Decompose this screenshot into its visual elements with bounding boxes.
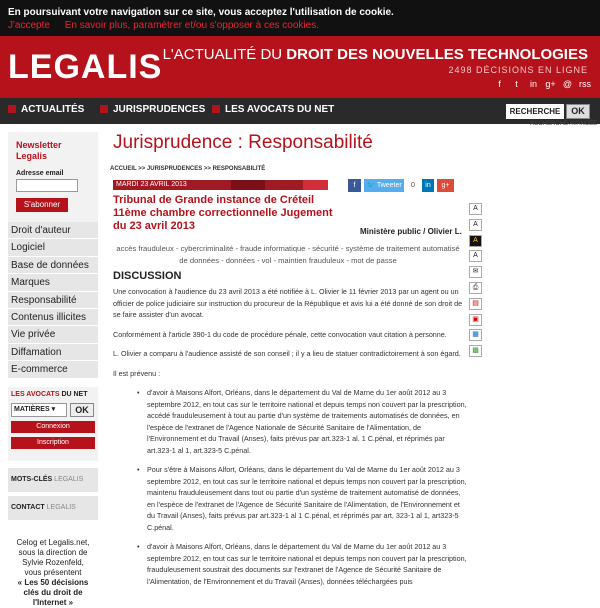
facebook-share-icon[interactable]: f [348,179,361,192]
newsletter-title: Newsletter Legalis [16,140,62,161]
section-heading: DISCUSSION [113,270,182,282]
cookie-banner [0,0,600,36]
print-icon[interactable]: ⎙ [469,282,482,294]
nav-bullet-icon [100,105,108,113]
avocats-box [8,387,98,461]
nav-avocats[interactable]: LES AVOCATS DU NET [212,104,334,115]
decision-count: 2498 DÉCISIONS EN LIGNE [448,65,588,75]
cookie-message: En poursuivant votre navigation sur ce site, vous acceptez l'utilisation de cookie. [8,7,394,18]
linkedin-share-icon[interactable]: in [422,179,434,192]
font-decrease-icon[interactable]: A [469,219,482,231]
tweet-button[interactable]: 🐦 Tweeter [364,179,404,192]
social-links [494,79,590,90]
email-icon[interactable]: ✉ [469,266,482,278]
comment-icon[interactable]: ▩ [469,345,482,357]
advanced-search-link[interactable]: RECHERCHE AVANCÉE [530,121,598,127]
email-label: Adresse email [16,170,64,177]
article-tools [469,203,483,361]
count-bubble: 0 [411,182,415,189]
search-ok-button[interactable]: OK [566,104,590,119]
share-icon[interactable]: ▦ [469,329,482,341]
email-field[interactable] [16,179,78,192]
paragraph: Il est prévenu : [113,368,161,378]
article-keywords: accès frauduleux - cybercriminalité - fraude informatique - sécurité - système de traitement automatisé de données - données - vol - maintien frauduleux - mot de passe [116,244,460,265]
category-item[interactable]: Marques [8,274,98,291]
contact-link[interactable]: CONTACT LEGALIS [8,496,98,520]
font-reset-icon[interactable]: A [469,250,482,262]
rss-icon[interactable]: rss [579,79,591,89]
cookie-more-link[interactable]: En savoir plus, paramétrer et/ou s'opposer à ces cookies. [64,20,319,31]
category-item[interactable]: Responsabilité [8,292,98,309]
matieres-ok-button[interactable]: OK [70,403,94,417]
nav-bullet-icon [8,105,16,113]
list-item: • d'avoir à Maisons Alfort, Orléans, dans le département du Val de Marne du 1er août 2012 au 3 septembre 2012, en tout cas sur le territoire national et depuis temps non couvert par la prescription, frauduleusement soustrait des documents sur l'extranet de l'Agence de Sécurité Sanitaire de l'Alimentation, de l'Environnement et du Travail (Anses), données téléchargées puis [137,541,468,587]
cookie-accept-link[interactable]: J'accepte [8,20,50,31]
site-header [0,36,600,98]
article-parties: Ministère public / Olivier L. [360,227,462,236]
email-icon[interactable]: @ [562,79,573,89]
page-title: Jurisprudence : Responsabilité [113,132,373,153]
google-plus-icon[interactable]: g+ [545,79,556,89]
category-item[interactable]: E-commerce [8,361,98,378]
article-title: Tribunal de Grande instance de Créteil 11ème chambre correctionnelle Jugement du 23 avril 2013 [113,194,333,232]
twitter-icon[interactable]: t [515,79,518,89]
breadcrumb[interactable]: ACCUEIL >> JURISPRUDENCES >> RESPONSABILITÉ [110,166,266,172]
paragraph: Conformément à l'article 390-1 du code de procédure pénale, cette convocation vaut citation à personne. [113,329,447,339]
newsletter-box [8,132,98,222]
linkedin-icon[interactable]: in [529,79,537,89]
nav-bullet-icon [212,105,220,113]
bookmark-icon[interactable]: ▣ [469,314,482,326]
subscribe-button[interactable]: S'abonner [16,198,68,212]
category-item[interactable]: Contenus illicites [8,309,98,326]
article-date: MARDI 23 AVRIL 2013 [116,181,187,188]
search-input[interactable]: RECHERCHE [506,104,564,119]
connexion-button[interactable]: Connexion [11,421,95,433]
mots-cles-link[interactable]: MOTS-CLÉS LEGALIS [8,468,98,492]
nav-jurisprudences[interactable]: JURISPRUDENCES [100,104,205,115]
list-item: • d'avoir à Maisons Alfort, Orléans, dans le département du Val de Marne du 1er août 2012 au 3 septembre 2012, en tout cas sur le territoire national et depuis temps non couvert par la prescription, accédé frauduleusement à tout au partie d'un système de traitements automatisés de données, en l'espèce de l'extranet de l'Agence Nationale de Sécurité Sanitaire de l'Alimentation, de l'Environnement et du Travail (Anses), faits prévus par art.323-1 al. 1 C.pénal, et réprimés par art.323-1 al 1, art.323-5 C.pénal. [137,387,468,456]
facebook-icon[interactable]: f [498,79,501,89]
category-list [8,222,98,379]
inscription-button[interactable]: Inscription [11,437,95,449]
site-logo[interactable]: LEGALIS [8,48,163,86]
font-increase-icon[interactable]: A [469,203,482,215]
paragraph: Une convocation à l'audience du 23 avril 2013 a été notifiée à L. Olivier le 11 février 2013 par un agent ou un officier de police judiciaire sur instruction du procureur de la République et avis lui a été donné de son droit de se faire assister d'un avocat. [113,287,463,319]
category-item[interactable]: Base de données [8,257,98,274]
date-bar [113,180,328,190]
promo-text: Celog et Legalis.net, sous la direction de Sylvie Rozenfeld, vous présentent « Les 50 décisions clés du droit de l'Internet » [16,538,90,607]
category-item[interactable]: Droit d'auteur [8,222,98,239]
matieres-select[interactable]: MATIÈRES ▾ [11,403,67,417]
category-item[interactable]: Vie privée [8,326,98,343]
site-tagline: L'ACTUALITÉ DU DROIT DES NOUVELLES TECHNOLOGIES [162,46,588,63]
paragraph: L. Olivier a comparu à l'audience assisté de son conseil ; il y a lieu de statuer contradictoirement à son égard. [113,349,461,358]
article-body [113,286,468,595]
category-item[interactable]: Logiciel [8,239,98,256]
list-item: • Pour s'être à Maisons Alfort, Orléans, dans le département du Val de Marne du 1er août 2012 au 3 septembre 2012, en tout cas sur le territoire national et depuis temps non couvert par la prescription, maintenu frauduleusement dans tout ou partie d'un système de traitement automatisé de données, en l'espèce de l'extranet de l'Agence de Sécurité Sanitaire de l'Alimentation, de l'Environnement et du Travail (Anses), faits prévus par art.323-1 al 1 C.pénal, et réprimés par art, 323-1 al 1, art323-5 C.pénal. [137,464,468,533]
google-plus-share-icon[interactable]: g+ [437,179,454,192]
category-item[interactable]: Diffamation [8,344,98,361]
nav-actualites[interactable]: ACTUALITÉS [8,104,84,115]
avocats-title: LES AVOCATS DU NET [11,391,88,398]
font-bold-icon[interactable]: A [469,235,482,247]
pdf-icon[interactable]: ▤ [469,298,482,310]
